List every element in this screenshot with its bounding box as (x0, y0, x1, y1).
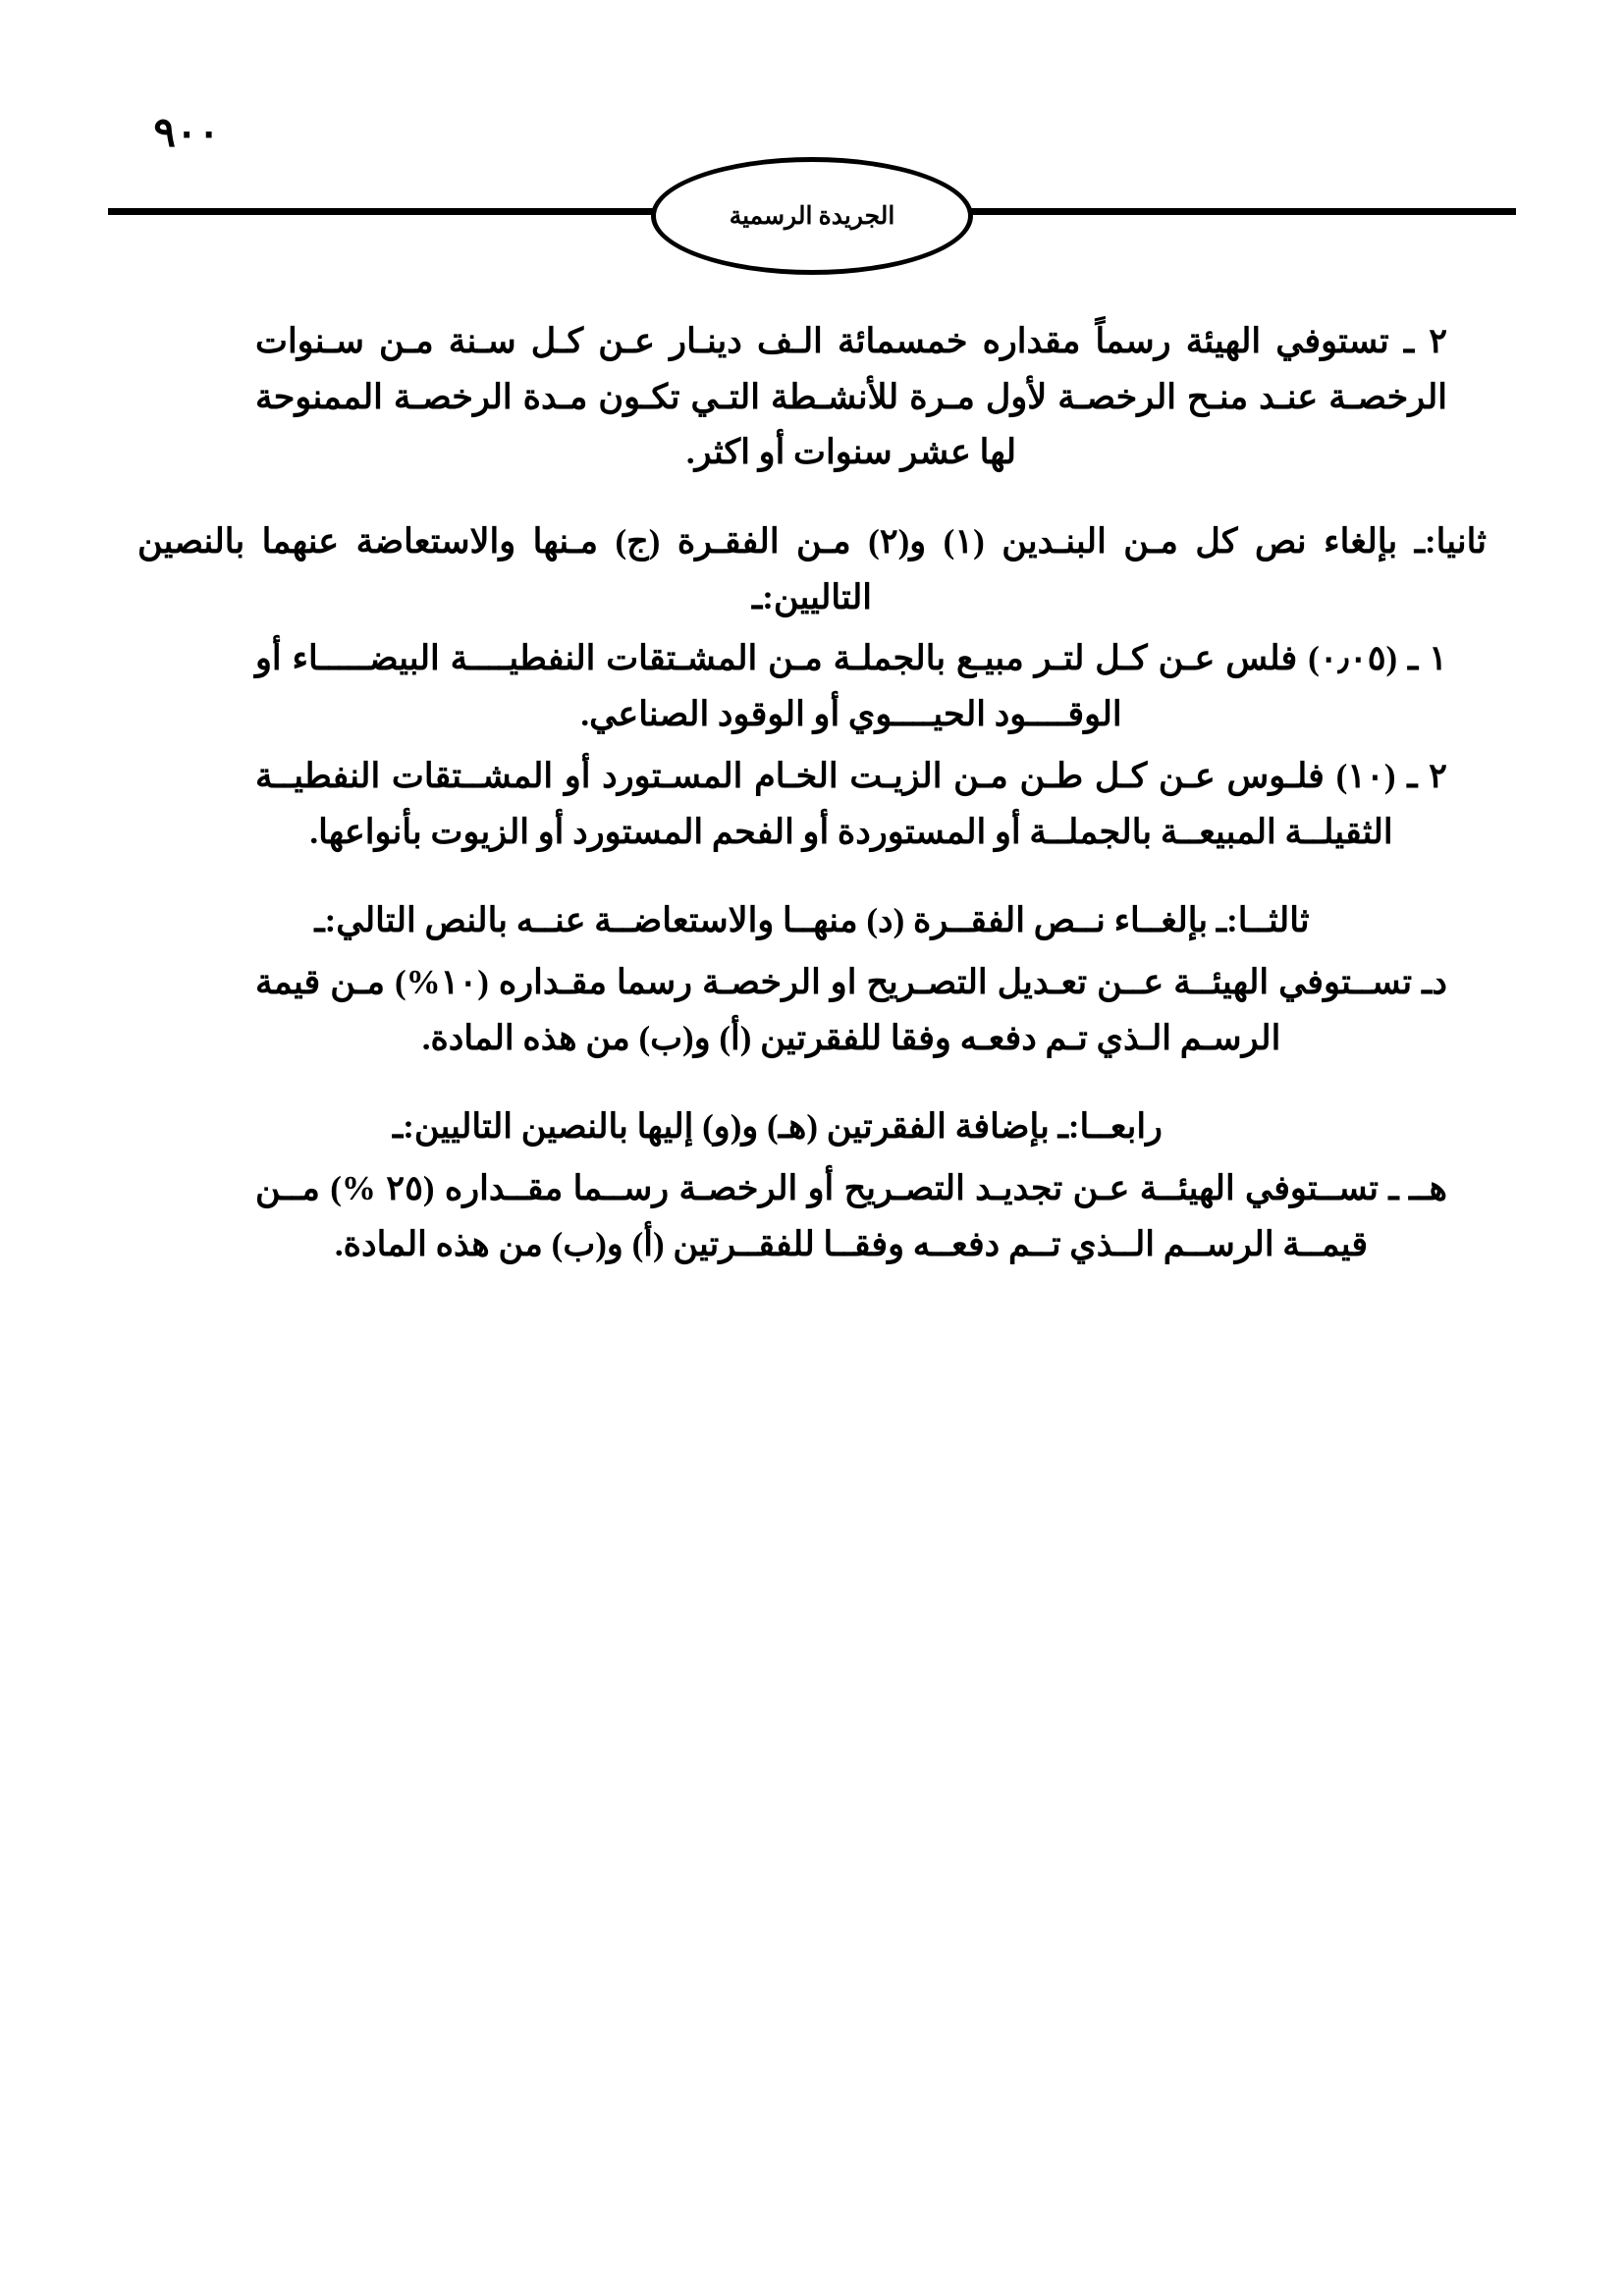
paragraph-clause-rabian-h: هــ ـ تســتوفي الهيئــة عـن تجديـد التصـريح أو الرخصـة رســما مقــداره (٢٥ %) مــن قيمــة الرســم الــذي تــم دفعــه وفقــا للفقــرتين (أ) و(ب) من هذه المادة. (255, 1168, 1447, 1263)
page-header (0, 0, 1624, 230)
masthead-oval (651, 157, 973, 275)
paragraph-clause-2-fee: ٢ ـ تستوفي الهيئة رسماً مقداره خمسمائة الـف دينـار عـن كـل سـنة مـن سـنوات الرخصـة عنـد منـح الرخصـة لأول مـرة للأنشـطة التـي تكـون مـدة الرخصـة الممنوحة لها عشر سنوات أو اكثر. (255, 322, 1447, 472)
paragraph-clause-thanian: ثانيا:ـ بإلغاء نص كل مـن البنـدين (١) و(٢) مـن الفقـرة (ج) مـنها والاستعاضة عنهما بالنصين التاليين:ـ (137, 522, 1487, 616)
document-body (137, 314, 1487, 1278)
paragraph-clause-thalithan: ثالثــا:ـ بإلغــاء نــص الفقــرة (د) منهــا والاستعاضــة عنــه بالنص التالي:ـ (314, 901, 1310, 940)
paragraph-clause-thanian-2: ٢ ـ (١٠) فلـوس عـن كـل طـن مـن الزيـت الخـام المسـتورد أو المشــتقات النفطيــة الثقيلــة المبيعــة بالجملــة أو المستوردة أو الفحم المستورد أو الزيوت بأنواعها. (255, 756, 1447, 851)
page-number: ٩٠٠ (153, 111, 220, 156)
masthead-label: الجريدة الرسمية (729, 203, 895, 230)
paragraph-clause-rabian: رابعــا:ـ بإضافة الفقرتين (هـ) و(و) إليها بالنصين التاليين:ـ (393, 1107, 1163, 1147)
paragraph-clause-thanian-1: ١ ـ (٠٫٠٥) فلس عـن كـل لتـر مبيـع بالجملـة مـن المشـتقات النفطيــــة البيضـــــاء أو الوقــــود الحيــــوي أو الوقود الصناعي. (255, 639, 1447, 734)
paragraph-clause-thalithan-d: دـ تســتوفي الهيئــة عــن تعـديل التصـريح او الرخصـة رسما مقـداره (١٠%) مـن قيمة الرسـم الـذي تـم دفعـه وفقا للفقرتين (أ) و(ب) من هذه المادة. (255, 962, 1448, 1057)
